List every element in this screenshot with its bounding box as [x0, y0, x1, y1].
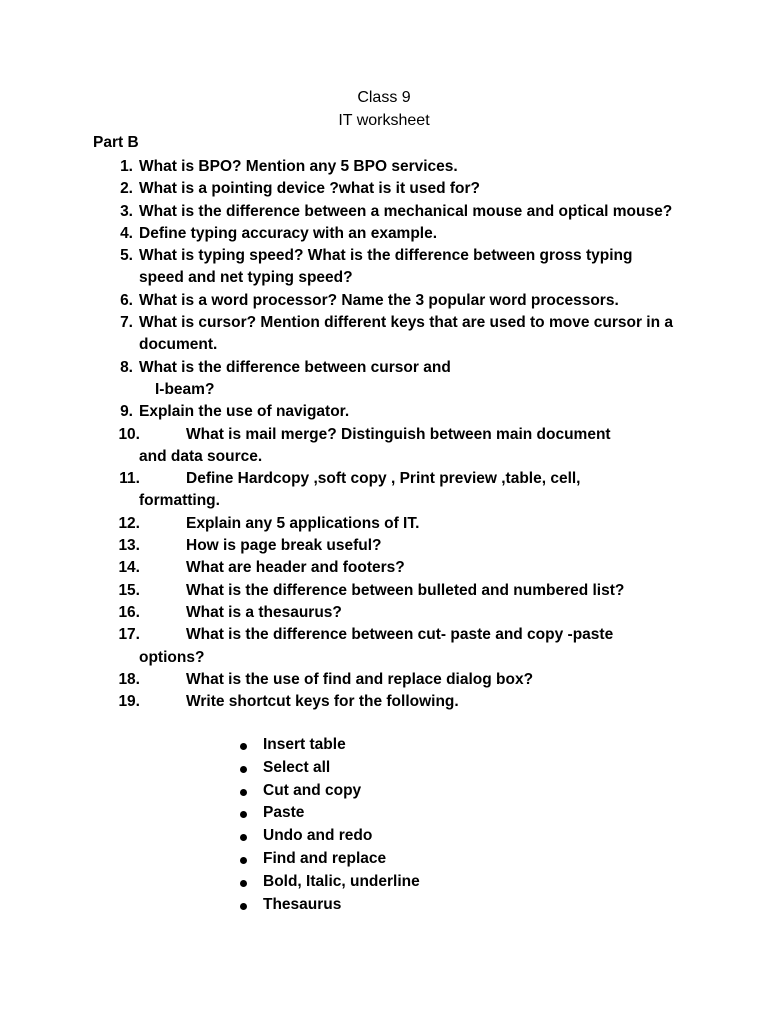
bullet-text: Paste [263, 804, 305, 822]
bullet-item [0, 757, 420, 780]
question-item [0, 624, 679, 669]
question-number: 1. [120, 158, 133, 175]
question-item [0, 223, 679, 245]
question-item [0, 290, 679, 312]
question-list [0, 156, 679, 713]
bullet-text: Select all [263, 758, 331, 776]
question-number: 7. [120, 314, 133, 332]
question-text: Define typing accuracy with an example. [139, 224, 438, 242]
bullet-icon [240, 880, 247, 887]
bullet-icon [240, 789, 247, 796]
question-text: What is cursor? Mention different keys that are used to move cursor in a document. [139, 314, 674, 354]
question-text-continued: I-beam? [155, 380, 215, 398]
question-text: What is the use of find and replace dialog box? [186, 670, 534, 688]
question-number: 14. [118, 559, 140, 577]
question-number: 16. [118, 603, 140, 621]
bullet-text: Cut and copy [263, 781, 362, 799]
question-number: 3. [120, 202, 133, 220]
question-text: Write shortcut keys for the following. [186, 693, 459, 711]
bullet-icon [240, 834, 247, 841]
question-number: 19. [118, 693, 140, 711]
question-item [0, 401, 679, 423]
question-number: 18. [118, 670, 140, 688]
bullet-item [0, 825, 420, 848]
bullet-item [0, 871, 420, 894]
question-text: Define Hardcopy ,soft copy , Print preview ,table, cell, [186, 470, 581, 488]
bullet-icon [240, 743, 247, 750]
bullet-item [0, 848, 420, 871]
question-text-continued: formatting. [139, 492, 220, 510]
question-number: 9. [120, 403, 133, 421]
bullet-item [0, 894, 420, 917]
question-number: 6. [120, 291, 133, 309]
question-text: What is typing speed? What is the difference between gross typing speed and net typing speed? [139, 247, 633, 287]
question-item [0, 201, 679, 223]
question-item [0, 535, 679, 557]
question-text: Explain any 5 applications of IT. [186, 514, 420, 532]
bullet-text: Undo and redo [263, 827, 373, 845]
question-number: 15. [118, 581, 140, 599]
question-text: What is a word processor? Name the 3 popular word processors. [139, 291, 619, 309]
bullet-text: Bold, Italic, underline [263, 872, 420, 890]
question-text: What is a thesaurus? [186, 603, 342, 621]
question-text: What are header and footers? [186, 559, 405, 577]
question-number: 5. [120, 247, 133, 265]
question-text: What is BPO? Mention any 5 BPO services. [139, 158, 458, 175]
question-number: 2. [120, 180, 133, 198]
question-item [0, 602, 679, 624]
bullet-text: Insert table [263, 736, 346, 753]
bullet-item [0, 802, 420, 825]
question-number: 8. [120, 358, 133, 376]
bullet-icon [240, 811, 247, 818]
question-number: 13. [118, 537, 140, 555]
question-text: What is mail merge? Distinguish between main document [186, 425, 611, 443]
question-item [0, 580, 679, 602]
question-item [0, 245, 679, 290]
question-text: What is the difference between bulleted and numbered list? [186, 581, 625, 599]
question-text: Explain the use of navigator. [139, 403, 350, 421]
question-number: 11. [119, 470, 140, 488]
bullet-text: Thesaurus [263, 895, 342, 913]
bullet-icon [240, 903, 247, 910]
bullet-icon [240, 857, 247, 864]
bullet-icon [240, 766, 247, 773]
question-item [0, 691, 679, 713]
question-text-continued: options? [139, 648, 205, 666]
shortcut-list [0, 734, 420, 916]
question-text: What is the difference between cut- paste and copy -paste [186, 626, 614, 644]
question-text: What is the difference between cursor and [139, 358, 451, 376]
section-label: Part B [93, 134, 139, 151]
question-item [0, 557, 679, 579]
question-text-continued: and data source. [139, 447, 263, 465]
question-item [0, 513, 679, 535]
bullet-item [0, 780, 420, 803]
question-item [0, 424, 679, 469]
question-number: 17. [118, 626, 140, 644]
question-item [0, 312, 679, 357]
bullet-item [0, 734, 420, 757]
class-heading: Class 9 [357, 89, 411, 106]
question-number: 4. [120, 224, 133, 242]
question-number: 12. [118, 514, 140, 532]
question-item [0, 468, 679, 513]
question-item [0, 156, 679, 178]
question-text: What is a pointing device ?what is it used for? [139, 180, 481, 198]
question-item [0, 357, 679, 402]
question-text: How is page break useful? [186, 537, 382, 555]
question-number: 10. [118, 425, 140, 443]
bullet-text: Find and replace [263, 849, 387, 867]
worksheet-title: IT worksheet [338, 112, 430, 129]
question-item [0, 669, 679, 691]
question-item [0, 178, 679, 200]
question-text: What is the difference between a mechanical mouse and optical mouse? [139, 202, 673, 220]
